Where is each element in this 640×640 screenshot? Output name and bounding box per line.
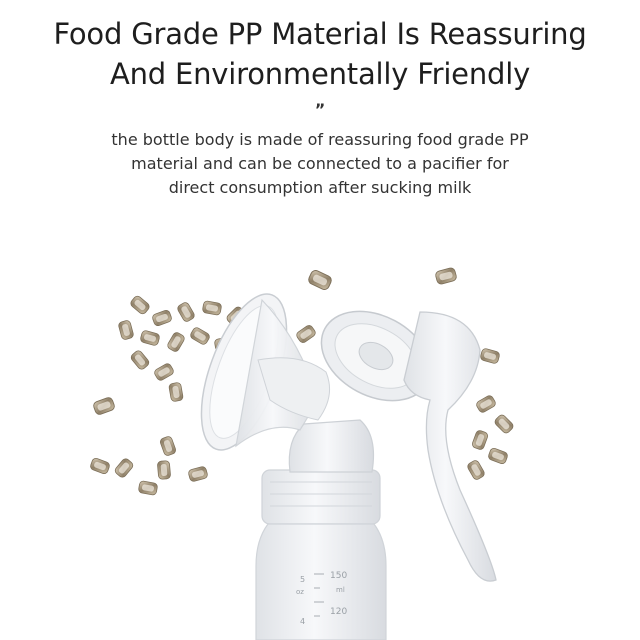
pp-pellet-icon bbox=[202, 301, 222, 316]
bottle-mark-left-1: 5 bbox=[300, 575, 306, 584]
pp-pellet-icon bbox=[92, 396, 115, 415]
pp-pellet-icon bbox=[435, 267, 458, 285]
bottle-mark-left-2: oz bbox=[296, 588, 304, 596]
pp-pellet-icon bbox=[189, 326, 211, 345]
bottle-mark-right-3: 120 bbox=[330, 607, 348, 617]
pp-pellet-icon bbox=[89, 457, 110, 474]
pp-pellet-icon bbox=[159, 435, 176, 456]
pp-pellet-icon bbox=[475, 394, 497, 413]
pp-pellet-icon bbox=[130, 349, 151, 371]
description bbox=[0, 128, 640, 200]
breast-pump-illustration bbox=[0, 240, 640, 640]
pp-pellet-icon bbox=[166, 331, 185, 353]
pp-pellet-icon bbox=[138, 481, 158, 496]
pp-pellet-icon bbox=[129, 295, 151, 316]
pp-pellet-icon bbox=[466, 459, 485, 481]
pp-pellet-icon bbox=[307, 269, 333, 291]
pp-pellet-icon bbox=[118, 320, 134, 340]
bottle-mark-right-2: ml bbox=[336, 586, 345, 594]
pp-pellet-icon bbox=[114, 457, 135, 479]
pp-pellet-icon bbox=[493, 413, 514, 434]
pp-pellet-icon bbox=[471, 429, 488, 450]
bottle-mark-left-3: 4 bbox=[300, 617, 306, 626]
bottle-mark-right-1: 150 bbox=[330, 571, 348, 581]
pp-pellet-icon bbox=[487, 447, 508, 464]
headline-line-1: Food Grade PP Material Is Reassuring bbox=[53, 17, 587, 51]
headline-line-2: And Environmentally Friendly bbox=[109, 57, 531, 91]
pp-pellet-icon bbox=[295, 324, 317, 344]
pp-pellet-icon bbox=[153, 362, 175, 381]
description-line-2: material and can be connected to a pacifier for bbox=[131, 154, 509, 173]
pp-pellet-icon bbox=[169, 382, 184, 402]
description-line-1: the bottle body is made of reassuring food grade PP bbox=[111, 130, 529, 149]
description-line-3: direct consumption after sucking milk bbox=[168, 178, 472, 197]
pp-pellet-icon bbox=[140, 330, 160, 346]
bottle bbox=[256, 470, 386, 640]
headline bbox=[0, 14, 640, 94]
pp-pellet-icon bbox=[151, 309, 172, 326]
pp-pellet-icon bbox=[176, 301, 195, 323]
pp-pellet-icon bbox=[157, 461, 171, 480]
pp-pellet-icon bbox=[188, 466, 208, 482]
quote-mark: ” bbox=[314, 100, 326, 119]
pp-pellet-icon bbox=[480, 348, 500, 364]
